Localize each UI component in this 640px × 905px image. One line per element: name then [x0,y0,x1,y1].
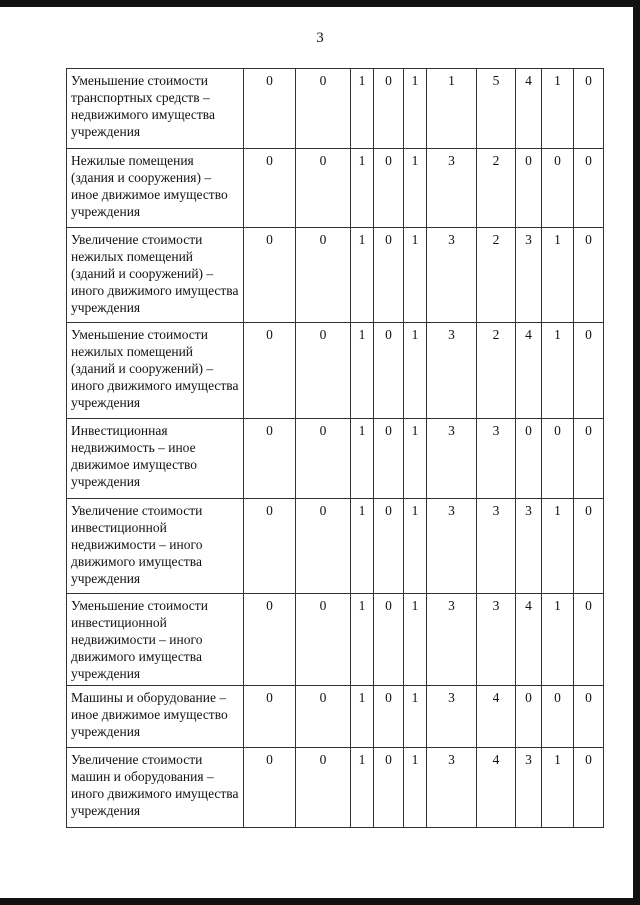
code-digit-cell: 0 [574,149,604,228]
table-row [67,69,604,149]
code-digit-cell: 0 [542,686,574,748]
code-digit-cell: 3 [427,149,477,228]
code-digit-cell: 3 [477,419,516,499]
code-digit-cell: 0 [296,69,351,149]
code-digit-cell: 1 [351,748,374,828]
code-digit-cell: 4 [477,748,516,828]
table-row [67,149,604,228]
table-row [67,228,604,323]
code-digit-cell: 0 [244,69,296,149]
row-label: Уменьшение стоимости нежилых помещений (зданий и сооружений) – иного движимого имущества учреждения [67,323,244,419]
scan-border-bottom [0,898,640,905]
code-digit-cell: 0 [574,594,604,686]
code-digit-cell: 0 [244,499,296,594]
code-digit-cell: 4 [477,686,516,748]
scan-border-top [0,0,640,7]
code-digit-cell: 0 [374,499,404,594]
code-digit-cell: 1 [542,69,574,149]
code-digit-cell: 1 [404,594,427,686]
code-digit-cell: 1 [351,499,374,594]
code-digit-cell: 0 [374,228,404,323]
code-digit-cell: 1 [351,323,374,419]
code-digit-cell: 1 [404,686,427,748]
code-digit-cell: 4 [516,594,542,686]
code-digit-cell: 0 [296,228,351,323]
code-digit-cell: 0 [516,149,542,228]
code-digit-cell: 0 [374,323,404,419]
table-row [67,419,604,499]
code-digit-cell: 0 [542,419,574,499]
code-digit-cell: 1 [404,499,427,594]
code-digit-cell: 0 [374,419,404,499]
code-digit-cell: 0 [574,419,604,499]
code-digit-cell: 0 [244,228,296,323]
code-digit-cell: 1 [542,499,574,594]
code-digit-cell: 3 [516,499,542,594]
code-digit-cell: 0 [244,686,296,748]
code-digit-cell: 0 [296,748,351,828]
code-digit-cell: 3 [427,686,477,748]
code-digit-cell: 0 [296,323,351,419]
code-digit-cell: 2 [477,149,516,228]
code-digit-cell: 0 [374,748,404,828]
code-digit-cell: 1 [404,419,427,499]
table-row [67,686,604,748]
code-digit-cell: 0 [574,686,604,748]
row-label: Инвестиционная недвижимость – иное движимое имущество учреждения [67,419,244,499]
code-digit-cell: 5 [477,69,516,149]
code-digit-cell: 3 [427,228,477,323]
code-digit-cell: 0 [244,149,296,228]
code-digit-cell: 1 [542,228,574,323]
code-digit-cell: 0 [244,594,296,686]
scan-border-right [633,0,640,905]
code-digit-cell: 1 [542,323,574,419]
code-digit-cell: 1 [351,594,374,686]
code-digit-cell: 3 [427,748,477,828]
code-digit-cell: 1 [351,69,374,149]
code-digit-cell: 1 [351,686,374,748]
code-digit-cell: 3 [477,594,516,686]
code-digit-cell: 1 [351,149,374,228]
row-label: Увеличение стоимости инвестиционной недвижимости – иного движимого имущества учреждения [67,499,244,594]
code-digit-cell: 0 [244,323,296,419]
table-row [67,748,604,828]
code-digit-cell: 0 [374,686,404,748]
page-number: 3 [316,30,324,46]
code-digit-cell: 4 [516,69,542,149]
code-digit-cell: 1 [404,228,427,323]
code-digit-cell: 0 [574,499,604,594]
table-row [67,323,604,419]
code-digit-cell: 4 [516,323,542,419]
account-codes-table [66,68,604,828]
code-digit-cell: 1 [542,594,574,686]
code-digit-cell: 0 [574,69,604,149]
code-digit-cell: 0 [574,228,604,323]
code-digit-cell: 3 [427,594,477,686]
code-digit-cell: 1 [404,323,427,419]
code-digit-cell: 1 [542,748,574,828]
table-row [67,594,604,686]
code-digit-cell: 1 [404,69,427,149]
row-label: Увеличение стоимости нежилых помещений (зданий и сооружений) – иного движимого имущества учреждения [67,228,244,323]
code-digit-cell: 0 [296,419,351,499]
code-digit-cell: 0 [374,149,404,228]
code-digit-cell: 1 [404,748,427,828]
code-digit-cell: 0 [542,149,574,228]
row-label: Уменьшение стоимости транспортных средств – недвижимого имущества учреждения [67,69,244,149]
code-digit-cell: 3 [516,228,542,323]
code-digit-cell: 3 [427,499,477,594]
row-label: Увеличение стоимости машин и оборудования – иного движимого имущества учреждения [67,748,244,828]
code-digit-cell: 3 [427,419,477,499]
code-digit-cell: 0 [374,594,404,686]
row-label: Нежилые помещения (здания и сооружения) – иное движимое имущество учреждения [67,149,244,228]
code-digit-cell: 1 [404,149,427,228]
code-digit-cell: 1 [351,419,374,499]
code-digit-cell: 1 [427,69,477,149]
code-digit-cell: 3 [516,748,542,828]
table-row [67,499,604,594]
code-digit-cell: 0 [296,594,351,686]
code-digit-cell: 0 [296,686,351,748]
code-digit-cell: 3 [427,323,477,419]
code-digit-cell: 0 [244,748,296,828]
code-digit-cell: 0 [516,686,542,748]
code-digit-cell: 0 [574,748,604,828]
row-label: Уменьшение стоимости инвестиционной недвижимости – иного движимого имущества учреждения [67,594,244,686]
code-digit-cell: 0 [516,419,542,499]
code-digit-cell: 1 [351,228,374,323]
code-digit-cell: 0 [296,499,351,594]
row-label: Машины и оборудование – иное движимое имущество учреждения [67,686,244,748]
code-digit-cell: 0 [574,323,604,419]
code-digit-cell: 2 [477,323,516,419]
code-digit-cell: 0 [296,149,351,228]
code-digit-cell: 2 [477,228,516,323]
code-digit-cell: 0 [374,69,404,149]
code-digit-cell: 0 [244,419,296,499]
code-digit-cell: 3 [477,499,516,594]
